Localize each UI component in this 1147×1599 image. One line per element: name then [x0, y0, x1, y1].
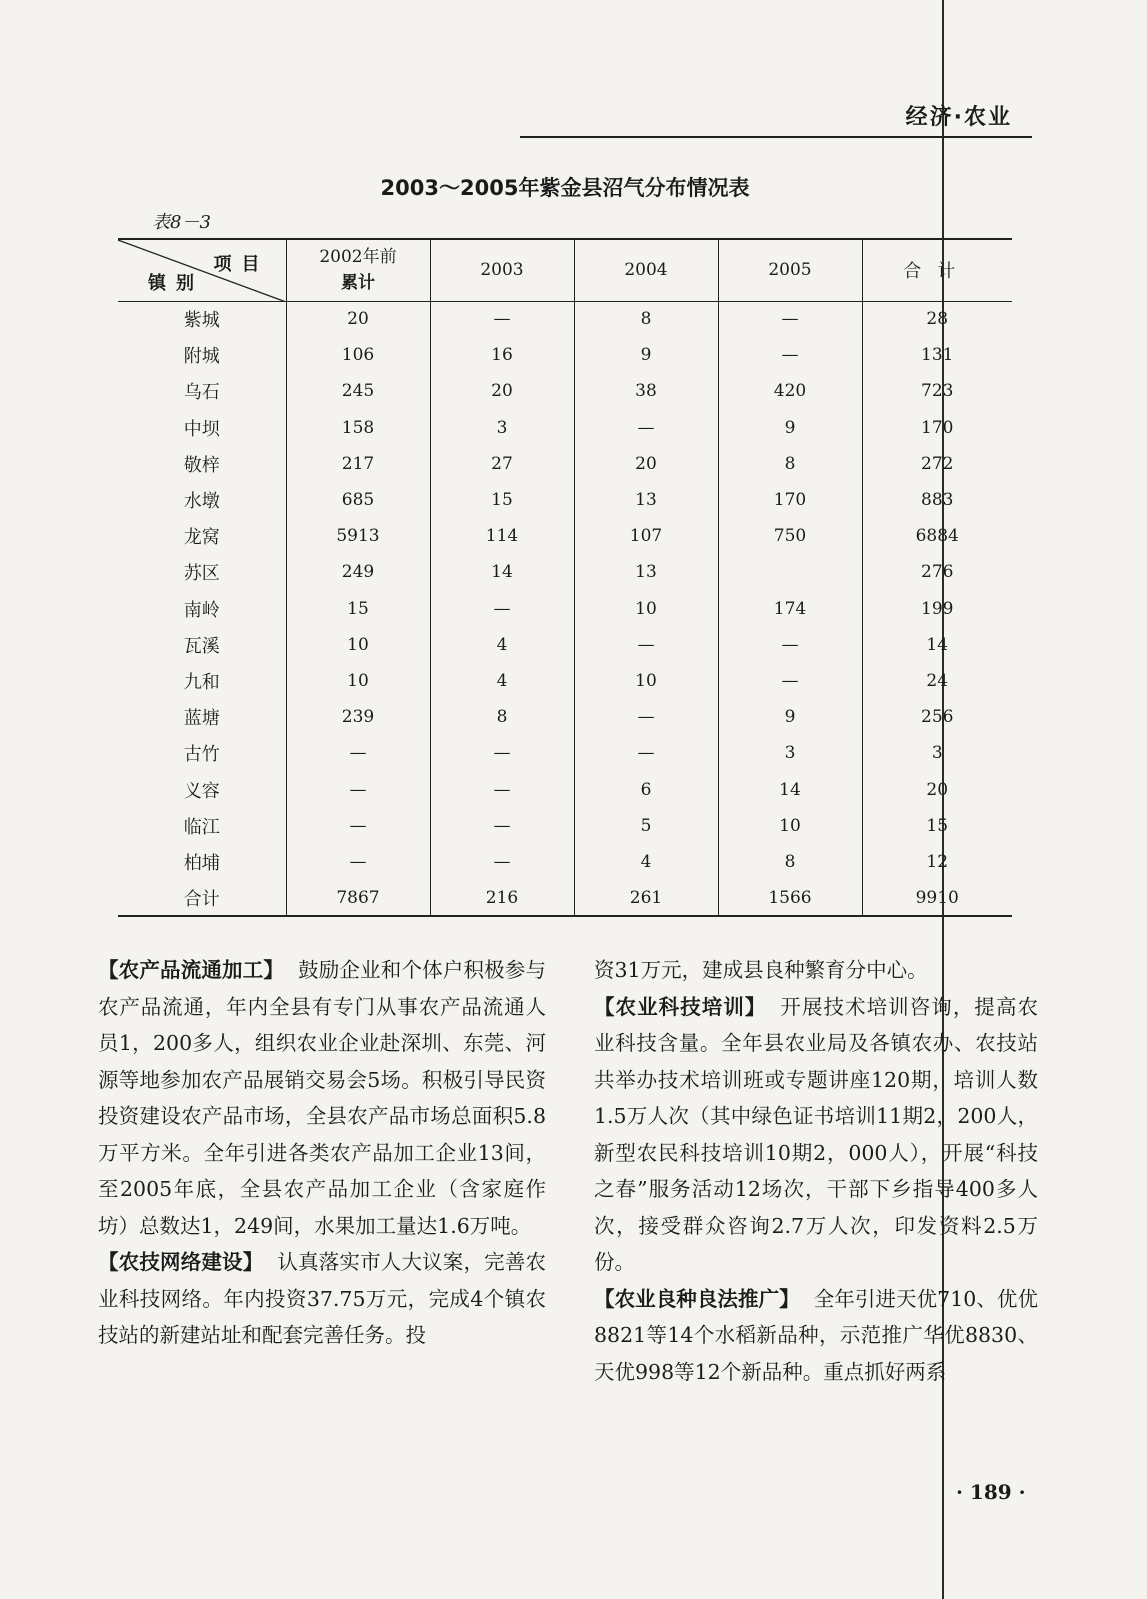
y2003-cell: 216	[430, 880, 574, 916]
y2003-cell: 4	[430, 627, 574, 663]
y2004-cell: —	[574, 699, 718, 735]
y2004-cell: —	[574, 735, 718, 771]
y2003-cell: —	[430, 735, 574, 771]
table-row	[118, 301, 1012, 337]
cumulative-cell: 685	[286, 482, 430, 518]
table-row	[118, 808, 1012, 844]
biogas-distribution-table	[118, 238, 1012, 917]
header-2003: 2003	[430, 239, 574, 301]
table-title: 2003～2005年紫金县沼气分布情况表	[380, 176, 750, 200]
total-cell: 272	[862, 446, 1012, 482]
y2005-cell: 750	[718, 518, 862, 554]
header-cumulative-line1: 2002年前	[319, 247, 397, 268]
y2005-cell: 8	[718, 844, 862, 880]
table-row	[118, 410, 1012, 446]
y2004-cell: 13	[574, 482, 718, 518]
total-cell: 276	[862, 554, 1012, 590]
table-row	[118, 373, 1012, 409]
cumulative-cell: 10	[286, 663, 430, 699]
total-cell: 199	[862, 591, 1012, 627]
total-cell: 28	[862, 301, 1012, 337]
page-number: · 189 ·	[956, 1480, 1026, 1504]
town-cell: 中坝	[183, 418, 220, 440]
y2005-cell: —	[718, 337, 862, 373]
table-header-row	[118, 239, 1012, 301]
table-row	[118, 663, 1012, 699]
header-2004: 2004	[574, 239, 718, 301]
town-cell: 南岭	[183, 599, 220, 621]
y2005-cell: 1566	[718, 880, 862, 916]
section-body: 全年引进天优710、优优8821等14个水稻新品种，示范推广华优8830、天优998等12个新品种。重点抓好两系	[594, 1286, 1038, 1384]
header-cumulative-line2: 累计	[341, 273, 375, 294]
town-cell: 龙窝	[183, 527, 220, 549]
paragraph-seed-promotion	[594, 1281, 1038, 1391]
y2004-cell: 8	[574, 301, 718, 337]
y2005-cell: 8	[718, 446, 862, 482]
header-total: 合计	[862, 239, 1012, 301]
cumulative-cell: —	[286, 844, 430, 880]
cumulative-cell: —	[286, 735, 430, 771]
table-row	[118, 735, 1012, 771]
section-heading: 【农业良种良法推广】	[594, 1286, 800, 1311]
cumulative-cell: 249	[286, 554, 430, 590]
town-cell: 义容	[183, 780, 220, 802]
y2003-cell: —	[430, 591, 574, 627]
cumulative-cell: —	[286, 808, 430, 844]
town-cell: 柏埔	[183, 852, 220, 874]
header-2005: 2005	[718, 239, 862, 301]
total-cell: 12	[862, 844, 1012, 880]
y2005-cell: 9	[718, 699, 862, 735]
y2005-cell: 174	[718, 591, 862, 627]
table-row	[118, 554, 1012, 590]
total-cell: 14	[862, 627, 1012, 663]
section-heading: 【农产品流通加工】	[98, 958, 285, 982]
table-row	[118, 482, 1012, 518]
cumulative-cell: 217	[286, 446, 430, 482]
section-heading: 【农技网络建设】	[98, 1250, 264, 1274]
left-text-column	[98, 952, 546, 1354]
y2005-cell: 10	[718, 808, 862, 844]
town-cell: 苏区	[183, 563, 220, 585]
cumulative-cell: 10	[286, 627, 430, 663]
total-cell: 20	[862, 771, 1012, 807]
table-number: 表8－3	[152, 212, 211, 233]
town-cell: 古竹	[183, 744, 220, 766]
total-cell: 6884	[862, 518, 1012, 554]
total-cell: 15	[862, 808, 1012, 844]
table-row	[118, 518, 1012, 554]
y2003-cell: 20	[430, 373, 574, 409]
y2004-cell: 107	[574, 518, 718, 554]
header-cumulative	[286, 239, 430, 301]
y2004-cell: —	[574, 410, 718, 446]
total-cell: 9910	[862, 880, 1012, 916]
y2004-cell: 13	[574, 554, 718, 590]
town-cell: 临江	[183, 816, 220, 838]
table-row	[118, 880, 1012, 916]
y2004-cell: 20	[574, 446, 718, 482]
y2003-cell: —	[430, 808, 574, 844]
total-cell: 170	[862, 410, 1012, 446]
right-text-column	[594, 952, 1038, 1390]
total-cell: 256	[862, 699, 1012, 735]
y2005-cell: —	[718, 301, 862, 337]
y2004-cell: 10	[574, 663, 718, 699]
y2004-cell: 5	[574, 808, 718, 844]
total-cell: 131	[862, 337, 1012, 373]
y2003-cell: 14	[430, 554, 574, 590]
table-row	[118, 699, 1012, 735]
town-cell: 水墩	[183, 491, 220, 513]
paragraph-tech-training	[594, 989, 1038, 1281]
cumulative-cell: 245	[286, 373, 430, 409]
corner-header-cell	[118, 239, 286, 301]
town-cell: 紫城	[183, 310, 220, 332]
y2005-cell: 9	[718, 410, 862, 446]
cumulative-cell: 15	[286, 591, 430, 627]
section-body: 认真落实市人大议案，完善农业科技网络。年内投资37.75万元，完成4个镇农技站的新建站址和配套完善任务。投	[98, 1250, 547, 1347]
section-heading: 【农业科技培训】	[594, 994, 767, 1019]
town-cell: 蓝塘	[183, 708, 220, 730]
y2005-cell: 420	[718, 373, 862, 409]
y2003-cell: 3	[430, 410, 574, 446]
cumulative-cell: —	[286, 771, 430, 807]
y2003-cell: 15	[430, 482, 574, 518]
town-cell: 九和	[183, 671, 220, 693]
paragraph-continued: 资31万元，建成县良种繁育分中心。	[594, 958, 928, 982]
cumulative-cell: 158	[286, 410, 430, 446]
y2004-cell: 4	[574, 844, 718, 880]
table-row	[118, 591, 1012, 627]
total-cell: 883	[862, 482, 1012, 518]
y2005-cell: —	[718, 663, 862, 699]
y2004-cell: 261	[574, 880, 718, 916]
cumulative-cell: 20	[286, 301, 430, 337]
table-row	[118, 627, 1012, 663]
header-rule	[520, 136, 1032, 138]
table-row	[118, 446, 1012, 482]
cumulative-cell: 106	[286, 337, 430, 373]
table-row	[118, 337, 1012, 373]
total-cell: 3	[862, 735, 1012, 771]
y2003-cell: 4	[430, 663, 574, 699]
cumulative-cell: 239	[286, 699, 430, 735]
total-cell: 723	[862, 373, 1012, 409]
y2003-cell: —	[430, 771, 574, 807]
corner-label-town: 镇别	[148, 272, 204, 294]
table-row	[118, 771, 1012, 807]
y2005-cell: —	[718, 627, 862, 663]
y2005-cell: 14	[718, 771, 862, 807]
y2004-cell: 6	[574, 771, 718, 807]
paragraph-distribution-processing	[98, 952, 546, 1244]
y2004-cell: 9	[574, 337, 718, 373]
y2003-cell: 27	[430, 446, 574, 482]
y2004-cell: 10	[574, 591, 718, 627]
paragraph-network-construction	[98, 1244, 546, 1354]
cumulative-cell: 7867	[286, 880, 430, 916]
y2003-cell: 114	[430, 518, 574, 554]
y2004-cell: 38	[574, 373, 718, 409]
running-header: 经济·农业	[905, 105, 1012, 130]
y2005-cell	[718, 554, 862, 590]
y2005-cell: 170	[718, 482, 862, 518]
table-row	[118, 844, 1012, 880]
corner-label-item: 项目	[213, 254, 270, 275]
cumulative-cell: 5913	[286, 518, 430, 554]
section-body: 开展技术培训咨询，提高农业科技含量。全年县农业局及各镇农办、农技站共举办技术培训班或专题讲座120期，培训人数1.5万人次（其中绿色证书培训11期2，200人，新型农民科技培训10期2，000人），开展“科技之春”服务活动12场次，干部下乡指导400多人次，接受群众咨询2.7万人次，印发资料2.5万份。	[594, 994, 1039, 1274]
town-cell: 乌石	[183, 382, 220, 404]
total-cell: 24	[862, 663, 1012, 699]
y2003-cell: —	[430, 844, 574, 880]
section-body: 鼓励企业和个体户积极参与农产品流通，年内全县有专门从事农产品流通人员1，200多人，组织农业企业赴深圳、东莞、河源等地参加农产品展销交易会5场。积极引导民资投资建设农产品市场，全县农产品市场总面积5.8万平方米。全年引进各类农产品加工企业13间，至2005年底，全县农产品加工企业（含家庭作坊）总数达1，249间，水果加工量达1.6万吨。	[98, 958, 547, 1238]
y2003-cell: —	[430, 301, 574, 337]
town-cell: 附城	[183, 346, 220, 368]
town-cell: 合计	[183, 888, 220, 910]
y2005-cell: 3	[718, 735, 862, 771]
y2004-cell: —	[574, 627, 718, 663]
y2003-cell: 8	[430, 699, 574, 735]
town-cell: 敬梓	[183, 454, 220, 476]
y2003-cell: 16	[430, 337, 574, 373]
town-cell: 瓦溪	[183, 635, 220, 657]
